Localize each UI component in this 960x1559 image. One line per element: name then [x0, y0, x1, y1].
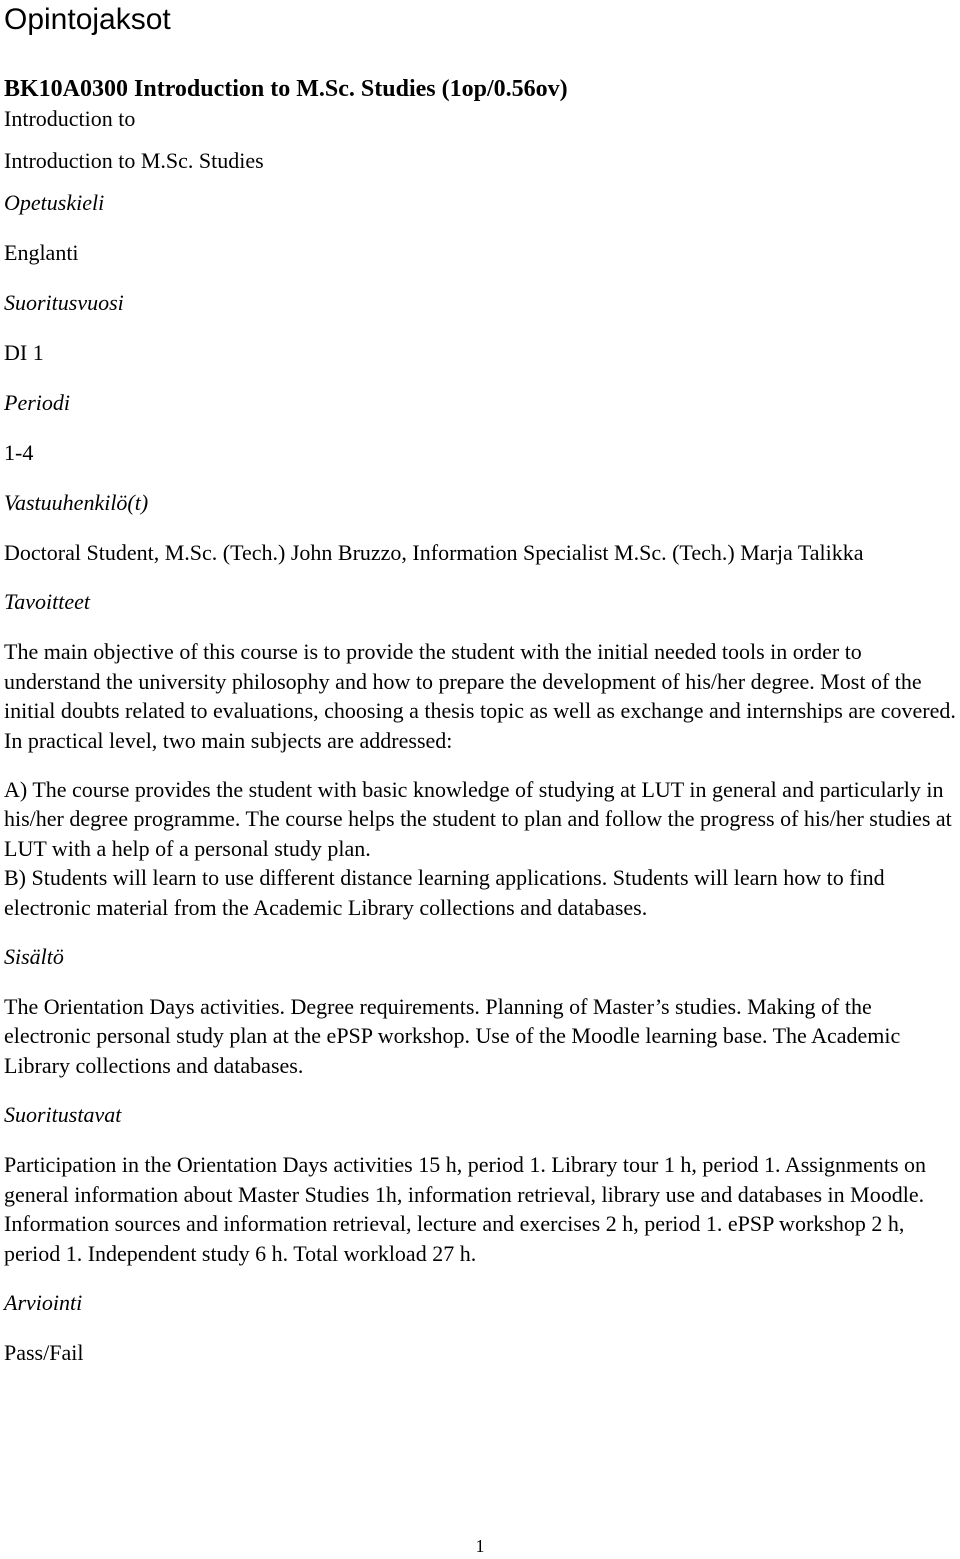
course-intro-line-1: Introduction to	[4, 106, 136, 131]
content-label: Sisältö	[4, 944, 64, 970]
content-text: The Orientation Days activities. Degree requirements. Planning of Master’s studies. Making of the electronic personal study plan at the ePSP workshop. Use of the Moodle learning base. The Academic Library collections and databases.	[4, 994, 901, 1078]
period-label: Periodi	[4, 390, 70, 415]
assessment-value: Pass/Fail	[4, 1339, 84, 1365]
year-label: Suoritusvuosi	[4, 290, 124, 315]
objectives-label: Tavoitteet	[4, 589, 90, 615]
document-page	[4, 0, 958, 1368]
period-value: 1-4	[4, 440, 34, 465]
objectives-text: The main objective of this course is to provide the student with the initial needed tools in order to understand the university philosophy and how to prepare the development of his/her degree. Most of the initial doubts related to evaluations, choosing a thesis topic as well as exchange and internships are covered. In practical level, two main subjects are addressed:	[4, 639, 956, 753]
methods-text: Participation in the Orientation Days activities 15 h, period 1. Library tour 1 h, period 1. Assignments on general information about Master Studies 1h, information retrieval, library use and databases in Moodle. Information sources and information retrieval, lecture and exercises 2 h, period 1. ePSP workshop 2 h, period 1. Independent study 6 h. Total workload 27 h.	[4, 1152, 927, 1266]
language-label: Opetuskieli	[4, 190, 105, 215]
course-intro-line-2: Introduction to M.Sc. Studies	[4, 148, 264, 173]
year-value: DI 1	[4, 340, 44, 365]
assessment-label: Arviointi	[4, 1289, 83, 1315]
language-value: Englanti	[4, 240, 79, 265]
methods-label: Suoritustavat	[4, 1102, 122, 1128]
responsible-label: Vastuuhenkilö(t)	[4, 490, 149, 515]
course-code-heading: BK10A0300 Introduction to M.Sc. Studies (1op/0.56ov)	[4, 76, 568, 102]
objectives-point-b: B) Students will learn to use different distance learning applications. Students will learn how to find electronic material from the Academic Library collections and databases.	[4, 865, 885, 920]
page-number: 1	[475, 1536, 485, 1556]
objectives-point-a: A) The course provides the student with basic knowledge of studying at LUT in general and particularly in his/her degree programme. The course helps the student to plan and follow the progress of his/her studies at LUT with a help of a personal study plan.	[4, 777, 952, 861]
responsible-value: Doctoral Student, M.Sc. (Tech.) John Bruzzo, Information Specialist M.Sc. (Tech.) Marja Talikka	[4, 540, 864, 565]
document-title: Opintojaksot	[4, 3, 171, 36]
